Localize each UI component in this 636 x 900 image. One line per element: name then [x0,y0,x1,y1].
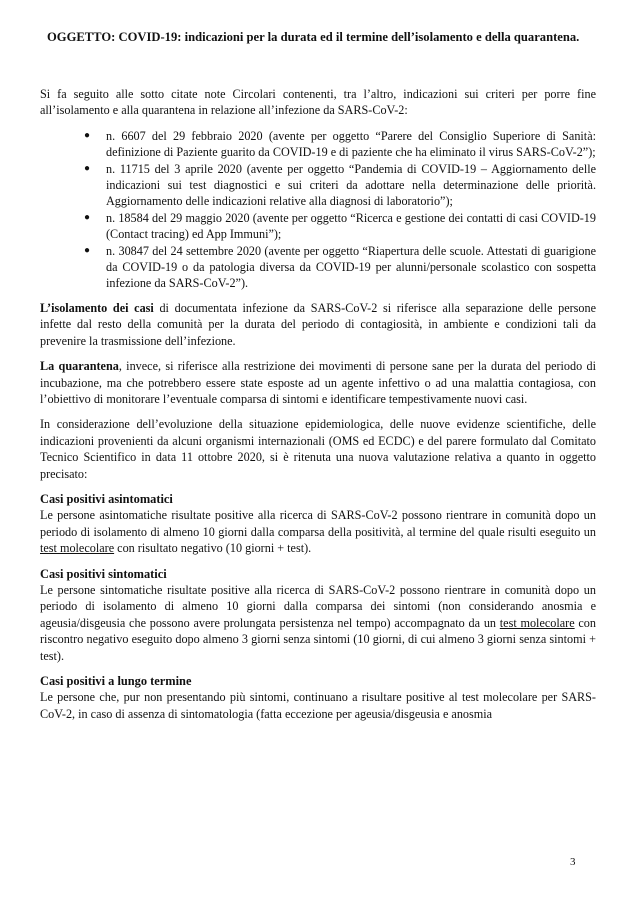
list-item: ● n. 11715 del 3 aprile 2020 (avente per oggetto “Pandemia di COVID-19 – Aggiornamento delle indicazioni sui test diagnostici e sui criteri da adottare nella determinazione delle priorità. Aggiornamento delle indicazioni relative alla diagnosi di laboratorio”); [84,161,596,209]
asintomatici-heading: Casi positivi asintomatici [40,491,173,506]
bullet-icon: ● [84,129,91,141]
list-item: ● n. 6607 del 29 febbraio 2020 (avente per oggetto “Parere del Consiglio Superiore di Sanità: definizione di Paziente guarito da COVID-19 e di paziente che ha eliminato il virus SARS-CoV-2”); [84,128,596,160]
lungo-termine-paragraph: Le persone che, pur non presentando più sintomi, continuano a risultare positive al test molecolare per SARS-CoV-2, in caso di assenza di sintomatologia (fatta eccezione per ageusia/disgeusia e anosmia [40,690,596,721]
asintomatici-paragraph: Le persone asintomatiche risultate positive alla ricerca di SARS-CoV-2 possono rientrare in comunità dopo un periodo di isolamento di almeno 10 giorni dalla comparsa della positività, al termine del quale risulti eseguito un test molecolare con risultato negativo (10 giorni + test). [40,508,596,556]
bullet-icon: ● [84,211,91,223]
considerazione-paragraph: In considerazione dell’evoluzione della situazione epidemiologica, delle nuove evidenze scientifiche, delle indicazioni provenienti da alcuni organismi internazionali (OMS ed ECDC) e del parere formulato dal Comitato Tecnico Scientifico in data 11 ottobre 2020, si è ritenuta una nuova valutazione relativa a quanto in oggetto precisato: [40,417,596,481]
isolamento-paragraph [40,300,596,349]
sintomatici-heading: Casi positivi sintomatici [40,566,167,581]
quarantena-paragraph [40,358,596,407]
sintomatici-paragraph: Le persone sintomatiche risultate positive alla ricerca di SARS-CoV-2 possono rientrare in comunità dopo un periodo di isolamento di almeno 10 giorni dalla comparsa dei sintomi (non considerando anosmia e ageusia/disgeusia che possono avere prolungata persistenza nel tempo) accompagnato da un test molecolare con riscontro negativo eseguito dopo almeno 3 giorni senza sintomi (10 giorni, di cui almeno 3 giorni senza sintomi + test). [40,582,596,663]
list-item: ● n. 18584 del 29 maggio 2020 (avente per oggetto “Ricerca e gestione dei contatti di casi COVID-19 (Contact tracing) ed App Immuni”); [84,210,596,242]
quarantena-term: La quarantena [40,359,119,374]
test-molecolare-link: test molecolare [499,615,575,630]
isolamento-term: L’isolamento dei casi [40,300,154,315]
bullet-icon: ● [84,244,91,256]
isolamento-text: di documentata infezione da SARS-CoV-2 si riferisce alla separazione delle persone infette dal resto della comunità per la durata del periodo di contagiosità, in ambiente e condizioni tali da prevenire la trasmissione dell’infezione. [40,300,596,348]
test-molecolare-link: test molecolare [40,541,115,556]
bullet-icon: ● [84,162,91,174]
page-number: 3 [570,856,576,868]
lungo-termine-heading: Casi positivi a lungo termine [40,674,192,688]
intro-paragraph: Si fa seguito alle sotto citate note Circolari contenenti, tra l’altro, indicazioni sui criteri per porre fine all’isolamento e alla quarantena in relazione all’infezione da SARS-CoV-2: [40,87,596,118]
document-body [40,86,596,731]
list-item: ● n. 30847 del 24 settembre 2020 (avente per oggetto “Riapertura delle scuole. Attestati di guarigione da COVID-19 o da patologia diversa da COVID-19 per alunni/personale scolastico con sospetta infezione da SARS-CoV-2”). [84,243,596,291]
quarantena-text: , invece, si riferisce alla restrizione dei movimenti di persone sane per la durata del periodo di incubazione, ma che potrebbero essere state esposte ad un agente infettivo o ad una malattia contagiosa, con l’obiettivo di monitorare l’eventuale comparsa di sintomi e identificare tempestivamente nuovi casi. [40,359,596,406]
circolari-list [40,128,596,292]
subject-heading: OGGETTO: COVID-19: indicazioni per la durata ed il termine dell’isolamento e della quarantena. [47,30,580,44]
